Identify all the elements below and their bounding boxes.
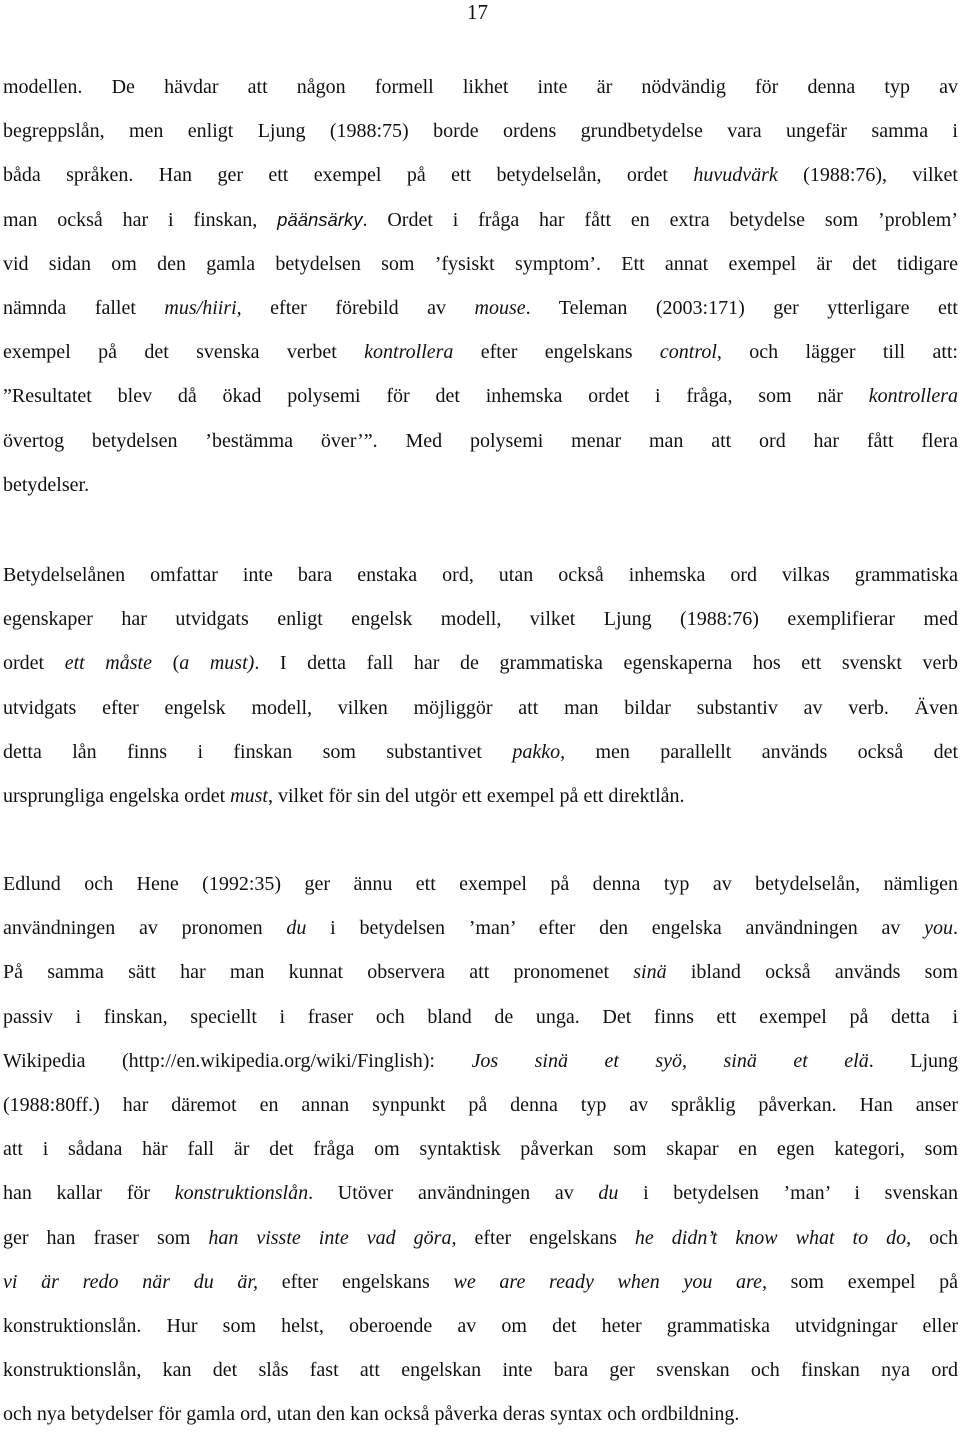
text-line (3, 1039, 958, 1083)
page-number: 17 (467, 0, 488, 24)
text-run: övertog betydelsen ’bestämma över’”. Med polysemi menar man att ord har fått flera (3, 429, 958, 452)
text-line (3, 1171, 958, 1215)
text-run: egenskaper har utvidgats enligt engelsk modell, vilket Ljung (1988:76) exemplifierar med (3, 608, 958, 631)
text-run: Edlund och Hene (1992:35) ger ännu ett exempel på denna typ av betydelselån, nämligen (3, 873, 958, 895)
italic-term: must (230, 784, 268, 807)
italic-term: vi är redo när du är, (3, 1270, 258, 1293)
text-line (3, 374, 958, 418)
italic-term: Jos sinä et syö, sinä et elä (471, 1049, 869, 1072)
text-run: exempel på det svenska verbet (3, 341, 365, 364)
text-line (3, 65, 958, 109)
italic-term: päänsärky (277, 208, 363, 230)
italic-term: pakko (512, 740, 561, 763)
text-run: (1988:80ff.) har däremot en annan synpunkt på denna typ av språklig påverkan. Han anser (3, 1093, 958, 1116)
text-line (3, 330, 958, 374)
text-run: , och lägger till att: (716, 341, 958, 364)
text-run: ursprungliga engelska ordet (3, 784, 231, 807)
text-run: . Teleman (2003:171) ger ytterligare ett (525, 296, 958, 319)
text-line (3, 774, 958, 818)
text-line (3, 1392, 958, 1436)
text-run: , vilket för sin del utgör ett exempel på ett direktlån. (267, 784, 685, 807)
italic-term: konstruktionslån (174, 1182, 309, 1205)
text-run: . I detta fall har de grammatiska egenskaperna hos ett svenskt verb (254, 652, 959, 675)
text-run: . (952, 917, 958, 940)
text-line (3, 153, 958, 197)
paragraph-1 (3, 65, 958, 507)
text-run: utvidgats efter engelsk modell, vilken möjliggör att man bildar substantiv av verb. Även (3, 696, 958, 719)
text-run: användningen av pronomen (3, 917, 287, 940)
text-line (3, 242, 958, 286)
text-run: och (911, 1226, 958, 1249)
text-run: vid sidan om den gamla betydelsen som ’fysiskt symptom’. Ett annat exempel är det tidigare (3, 252, 958, 275)
paragraph-2 (3, 553, 958, 818)
text-run: efter engelskans (453, 341, 660, 364)
text-run: i betydelsen ’man’ i svenskan (618, 1182, 958, 1205)
text-line (3, 862, 958, 906)
text-line (3, 906, 958, 950)
italic-term: du (286, 917, 307, 940)
text-line (3, 463, 958, 507)
text-run: ger han fraser som (3, 1226, 209, 1249)
text-line (3, 109, 958, 153)
text-line (3, 1083, 958, 1127)
text-run: ibland också används som (666, 961, 958, 984)
text-run: i betydelsen ’man’ efter den engelska användningen av (306, 917, 925, 940)
text-run: och nya betydelser för gamla ord, utan den kan också påverka deras syntax och ordbildning. (3, 1403, 740, 1426)
text-line (3, 1127, 958, 1171)
text-line (3, 686, 958, 730)
italic-term: we are ready when you are, (453, 1270, 767, 1293)
text-run: Wikipedia (http://en.wikipedia.org/wiki/Finglish): (3, 1049, 472, 1072)
italic-term: mouse (474, 296, 526, 319)
text-run: betydelser. (3, 473, 90, 496)
italic-term: ett måste (64, 652, 152, 675)
text-line (3, 1304, 958, 1348)
italic-term: you (924, 917, 953, 940)
text-run: På samma sätt har man kunnat observera att pronomenet (3, 961, 634, 984)
text-line (3, 1348, 958, 1392)
text-run: konstruktionslån. Hur som helst, oberoende av om det heter grammatiska utvidgningar eller (3, 1314, 958, 1337)
text-line (3, 198, 958, 242)
text-run: begreppslån, men enligt Ljung (1988:75) borde ordens grundbetydelse vara ungefär samma i (3, 120, 958, 143)
text-run: att i sådana här fall är det fråga om syntaktisk påverkan som skapar en egen kategori, som (3, 1138, 958, 1161)
text-line (3, 995, 958, 1039)
text-line (3, 286, 958, 330)
text-line (3, 419, 958, 463)
text-run: efter engelskans (258, 1270, 454, 1293)
text-line (3, 1260, 958, 1304)
text-run: båda språken. Han ger ett exempel på ett betydelselån, ordet (3, 164, 694, 187)
text-run: konstruktionslån, kan det slås fast att engelskan inte bara ger svenskan och finskan nya ord (3, 1359, 958, 1382)
italic-term: kontrollera (364, 341, 454, 364)
italic-term: he didn’t know what to do, (634, 1226, 912, 1249)
text-run: . Ljung (868, 1049, 959, 1072)
text-line (3, 950, 958, 994)
text-run: . Utöver användningen av (308, 1182, 599, 1205)
text-run: ( (151, 652, 180, 675)
text-run: passiv i finskan, speciellt i fraser och bland de unga. Det finns ett exempel på detta i (3, 1005, 958, 1028)
text-run: detta lån finns i finskan som substantivet (3, 740, 513, 763)
text-run: man också har i finskan, (3, 208, 278, 231)
italic-term: du (598, 1182, 619, 1205)
text-run: ”Resultatet blev då ökad polysemi för det inhemska ordet i fråga, som när (3, 385, 869, 408)
italic-term: huvudvärk (693, 164, 778, 187)
italic-term: a must) (179, 652, 255, 675)
text-run: efter engelskans (456, 1226, 635, 1249)
text-run: han kallar för (3, 1182, 175, 1205)
text-line (3, 1216, 958, 1260)
text-run: (1988:76), vilket (777, 164, 958, 187)
text-line (3, 597, 958, 641)
text-run: nämnda fallet (3, 296, 165, 319)
italic-term: mus/hiiri, (164, 296, 242, 319)
text-run: . Ordet i fråga har fått en extra betydelse som ’problem’ (362, 208, 958, 231)
italic-term: kontrollera (868, 385, 958, 408)
text-run: som exempel på (766, 1270, 959, 1293)
text-run: modellen. De hävdar att någon formell likhet inte är nödvändig för denna typ av (3, 76, 958, 98)
text-line (3, 553, 958, 597)
italic-term: sinä (633, 961, 667, 984)
italic-term: control (659, 341, 717, 364)
paragraph-3 (3, 862, 958, 1436)
text-run: Betydelselånen omfattar inte bara enstaka ord, utan också inhemska ord vilkas grammatiska (3, 564, 958, 586)
text-run: efter förebild av (241, 296, 475, 319)
text-line (3, 641, 958, 685)
italic-term: han visste inte vad göra, (208, 1226, 457, 1249)
text-line (3, 730, 958, 774)
text-run: ordet (3, 652, 65, 675)
text-run: , men parallellt används också det (560, 740, 959, 763)
